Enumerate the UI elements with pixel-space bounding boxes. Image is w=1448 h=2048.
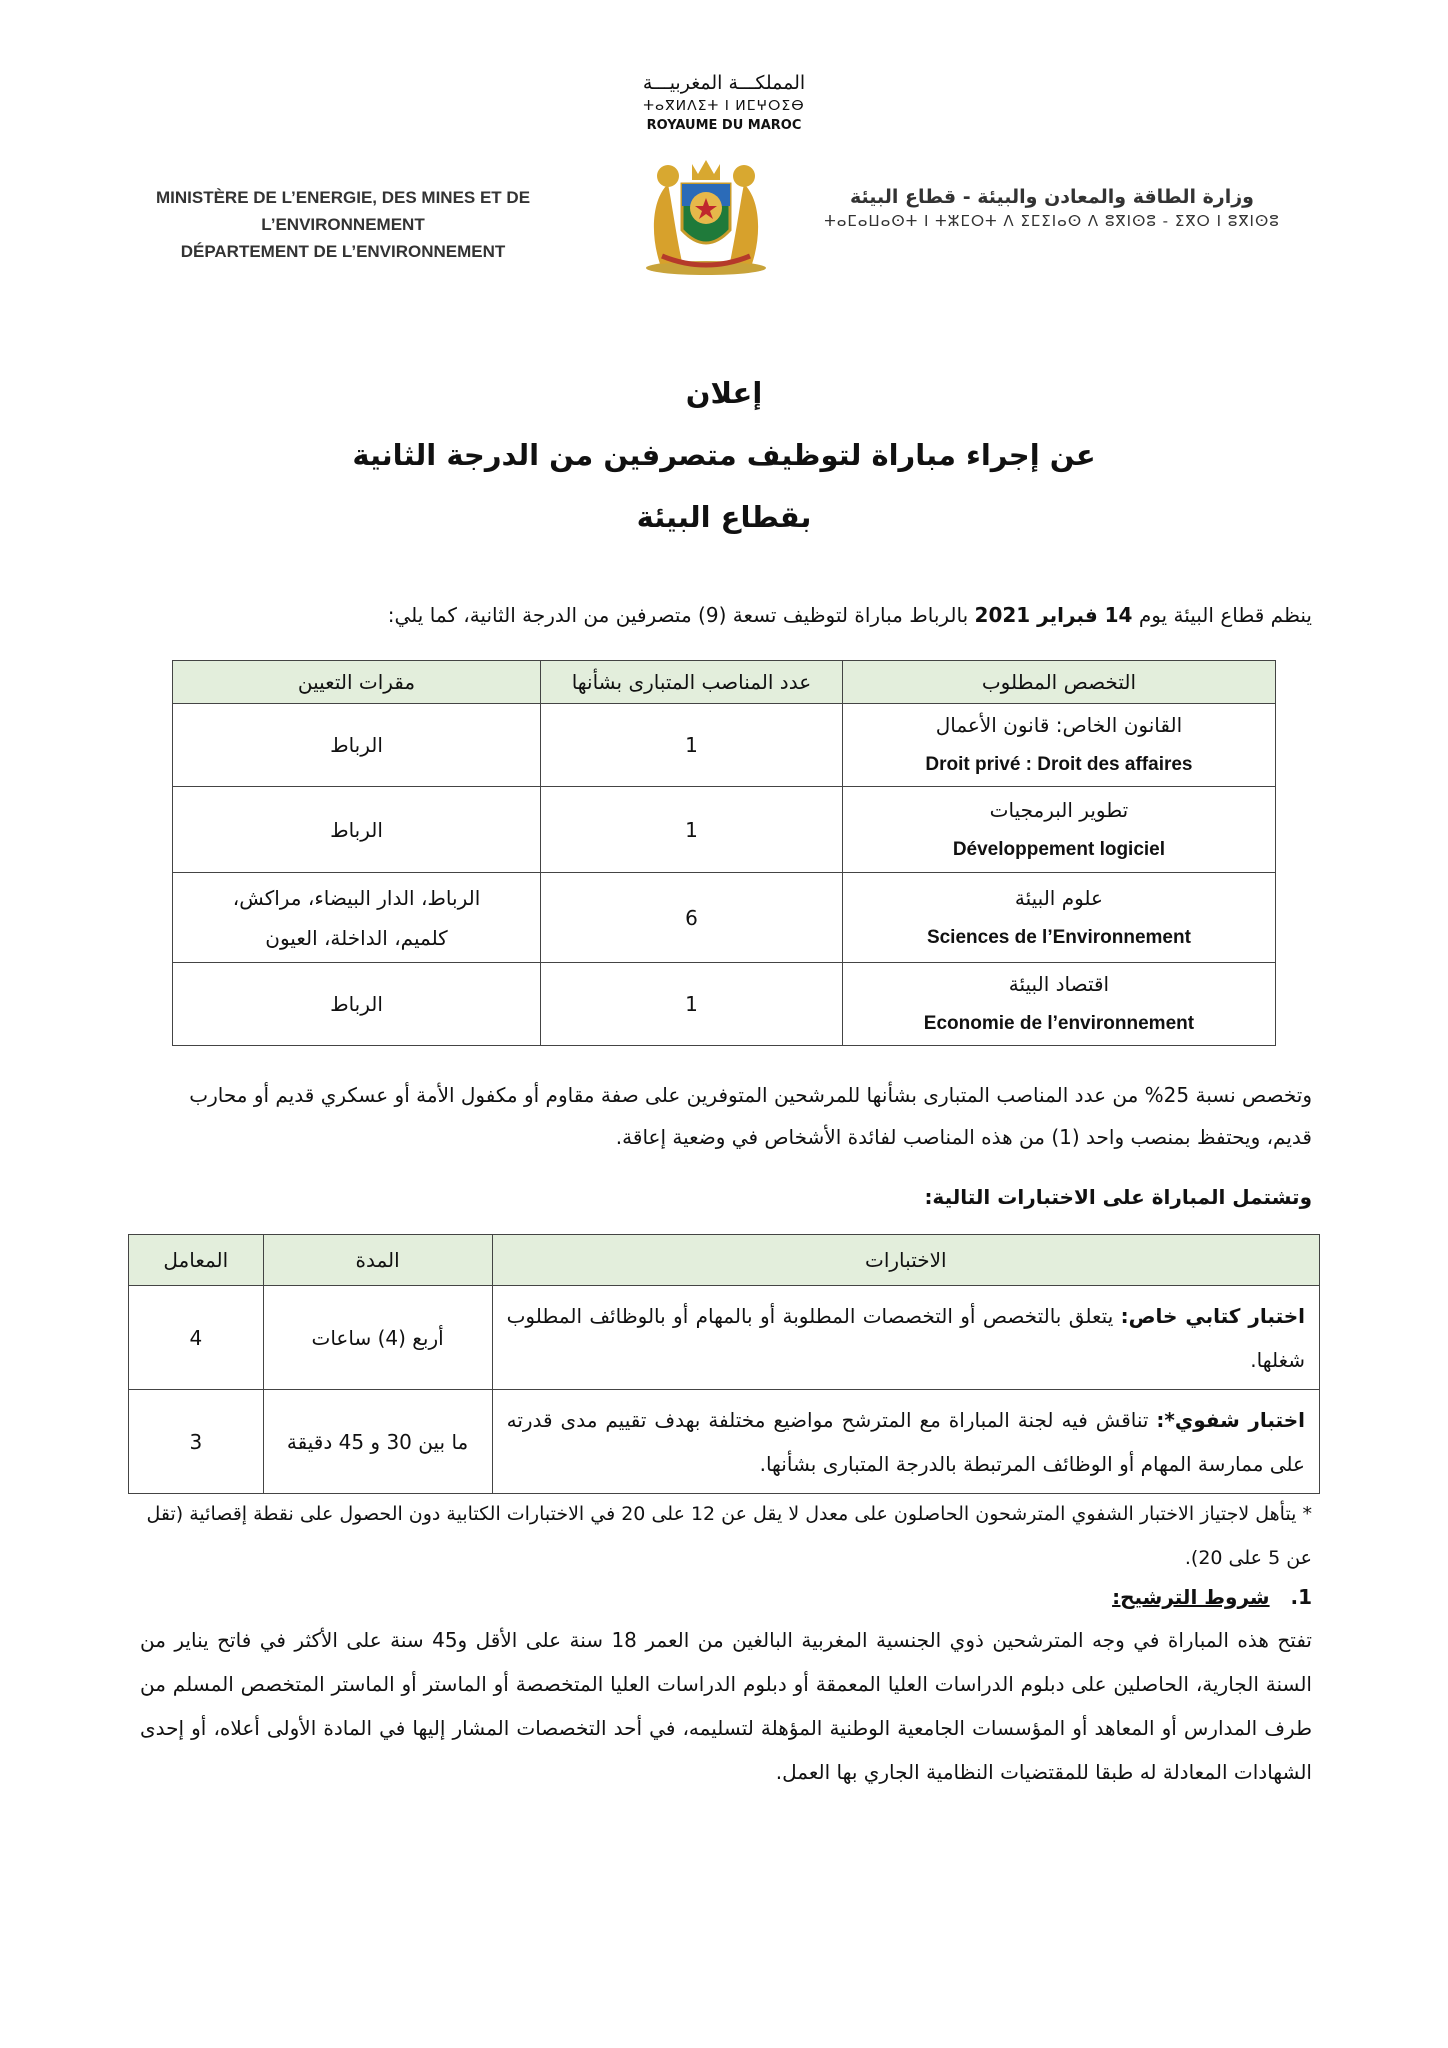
exams-table xyxy=(128,1234,1320,1494)
duration-cell: ما بين 30 و 45 دقيقة xyxy=(263,1390,492,1494)
intro-part2: بالرباط مباراة لتوظيف تسعة (9) متصرفين من الدرجة الثانية، كما يلي: xyxy=(387,603,975,627)
kingdom-header xyxy=(574,70,874,136)
coef-cell: 3 xyxy=(129,1390,264,1494)
specialty-ar: علوم البيئة xyxy=(1014,885,1103,910)
posts-table-header xyxy=(173,661,1276,704)
count-cell: 6 xyxy=(541,873,843,963)
specialty-cell xyxy=(842,787,1275,873)
duration-cell: أربع (4) ساعات xyxy=(263,1286,492,1390)
exam-desc: يتعلق بالتخصص أو التخصصات المطلوبة أو بالمهام أو بالوظائف المطلوب شغلها. xyxy=(506,1303,1305,1372)
ministry-fr-line1: MINISTÈRE DE L’ENERGIE, DES MINES ET DE L’ENVIRONNEMENT xyxy=(155,188,531,234)
announcement-sector: بقطاع البيئة xyxy=(636,500,812,534)
section-number: 1. xyxy=(1290,1585,1312,1609)
intro-part1: ينظم قطاع البيئة يوم xyxy=(1132,603,1312,627)
specialty-fr: Droit privé : Droit des affaires xyxy=(925,754,1193,775)
announcement-title: إعلان xyxy=(685,376,763,410)
specialty-cell xyxy=(842,704,1275,787)
ministry-fr xyxy=(78,184,608,265)
col-coefficient: المعامل xyxy=(129,1235,264,1286)
specialty-ar: اقتصاد البيئة xyxy=(1008,972,1110,996)
location-cell: الرباط xyxy=(173,963,541,1046)
section-heading xyxy=(140,1576,1312,1618)
ministry-ar-line: وزارة الطاقة والمعادن والبيئة - قطاع البيئة xyxy=(849,186,1254,208)
col-specialty: التخصص المطلوب xyxy=(842,661,1275,704)
exam-desc: تناقش فيه لجنة المباراة مع المترشح مواضيع مختلفة بهدف تقييم مدى قدرته على ممارسة المهام أو الوظائف المرتبطة بالدرجة المتبارى بشأنها. xyxy=(506,1407,1305,1476)
ministry-ar xyxy=(822,182,1282,230)
coef-cell: 4 xyxy=(129,1286,264,1390)
table-row xyxy=(173,873,1276,963)
section-title: شروط الترشيح: xyxy=(1112,1585,1270,1609)
specialty-fr: Développement logiciel xyxy=(952,838,1166,860)
kingdom-fr: ROYAUME DU MAROC xyxy=(646,118,802,133)
specialty-ar: القانون الخاص: قانون الأعمال xyxy=(935,713,1183,737)
specialty-cell xyxy=(842,873,1275,963)
table-row xyxy=(173,963,1276,1046)
intro-date: 14 فبراير 2021 xyxy=(974,603,1133,627)
count-cell: 1 xyxy=(541,704,843,787)
kingdom-ar: المملكـــة المغربيـــة xyxy=(642,72,806,94)
location-cell: الرباط xyxy=(173,787,541,873)
conditions-paragraph: تفتح هذه المباراة في وجه المترشحين ذوي الجنسية المغربية البالغين من العمر 18 سنة على الأقل و45 سنة على الأكثر في فاتح يناير من السنة الجارية، الحاصلين على دبلوم الدراسات العليا المعمقة أو دبلوم الدراسات العليا المتخصصة أو الماستر أو الماستر المتخصص المسلم من طرف المدارس أو المعاهد أو المؤسسات الجامعية الوطنية المؤهلة لتسليمه، في أحد التخصصات المشار إليها في المادة الأولى أعلاه، أو إحدى الشهادات المعادلة له طبقا للمقتضيات النظامية الجاري بها العمل. xyxy=(140,1628,1313,1784)
quota-paragraph: وتخصص نسبة 25% من عدد المناصب المتبارى بشأنها للمرشحين المتوفرين على صفة مقاوم أو مكفول الأمة أو عسكري قديم أو محارب قديم، ويحتفظ بمنصب واحد (1) من هذه المناصب لفائدة الأشخاص في وضعية إعاقة. xyxy=(189,1083,1312,1149)
exam-title: اختبار شفوي*: xyxy=(1156,1407,1305,1432)
count-cell: 1 xyxy=(541,787,843,873)
count-cell: 1 xyxy=(541,963,843,1046)
kingdom-tifinagh: ⵜⴰⴳⵍⴷⵉⵜ ⵏ ⵍⵎⵖⵔⵉⴱ xyxy=(643,98,805,114)
specialty-fr: Sciences de l’Environnement xyxy=(926,926,1191,948)
exam-title: اختبار كتابي خاص: xyxy=(1120,1303,1305,1328)
exam-cell xyxy=(492,1390,1319,1494)
specialty-fr: Economie de l’environnement xyxy=(923,1013,1195,1034)
intro-paragraph xyxy=(140,594,1312,636)
exams-label: وتشتمل المباراة على الاختبارات التالية: xyxy=(924,1185,1312,1209)
location-cell: الرباط xyxy=(173,704,541,787)
coat-of-arms-emblem xyxy=(642,144,770,276)
specialty-ar: تطوير البرمجيات xyxy=(989,797,1129,822)
table-row xyxy=(129,1286,1320,1390)
posts-table xyxy=(172,660,1276,1046)
location-cell: الرباط، الدار البيضاء، مراكش، كلميم، الداخلة، العيون xyxy=(173,873,541,963)
table-row xyxy=(129,1390,1320,1494)
specialty-cell xyxy=(842,963,1275,1046)
exam-cell xyxy=(492,1286,1319,1390)
col-duration: المدة xyxy=(263,1235,492,1286)
ministry-fr-line2: DÉPARTEMENT DE L’ENVIRONNEMENT xyxy=(180,242,506,261)
ministry-tifinagh: ⵜⴰⵎⴰⵡⴰⵙⵜ ⵏ ⵜⵣⵎⵔⵜ ⴷ ⵉⵎⵉⵏⴰⵙ ⴷ ⵓⴳⵏⵙⵓ - ⵉⴳⵔ ⵏ ⵓⴳⵏⵙⵓ xyxy=(824,212,1280,230)
oral-exam-footnote: * يتأهل لاجتياز الاختبار الشفوي المترشحون الحاصلون على معدل لا يقل عن 12 على 20 في الاختبارات الكتابية دون الحصول على نقطة إقصائية (تقل عن 5 على 20). xyxy=(146,1503,1312,1569)
col-post-count: عدد المناصب المتبارى بشأنها xyxy=(541,661,843,704)
col-locations: مقرات التعيين xyxy=(173,661,541,704)
col-exams: الاختبارات xyxy=(492,1235,1319,1286)
exams-table-header xyxy=(129,1235,1320,1286)
table-row xyxy=(173,787,1276,873)
table-row xyxy=(173,704,1276,787)
announcement-subtitle: عن إجراء مباراة لتوظيف متصرفين من الدرجة الثانية xyxy=(352,438,1096,472)
